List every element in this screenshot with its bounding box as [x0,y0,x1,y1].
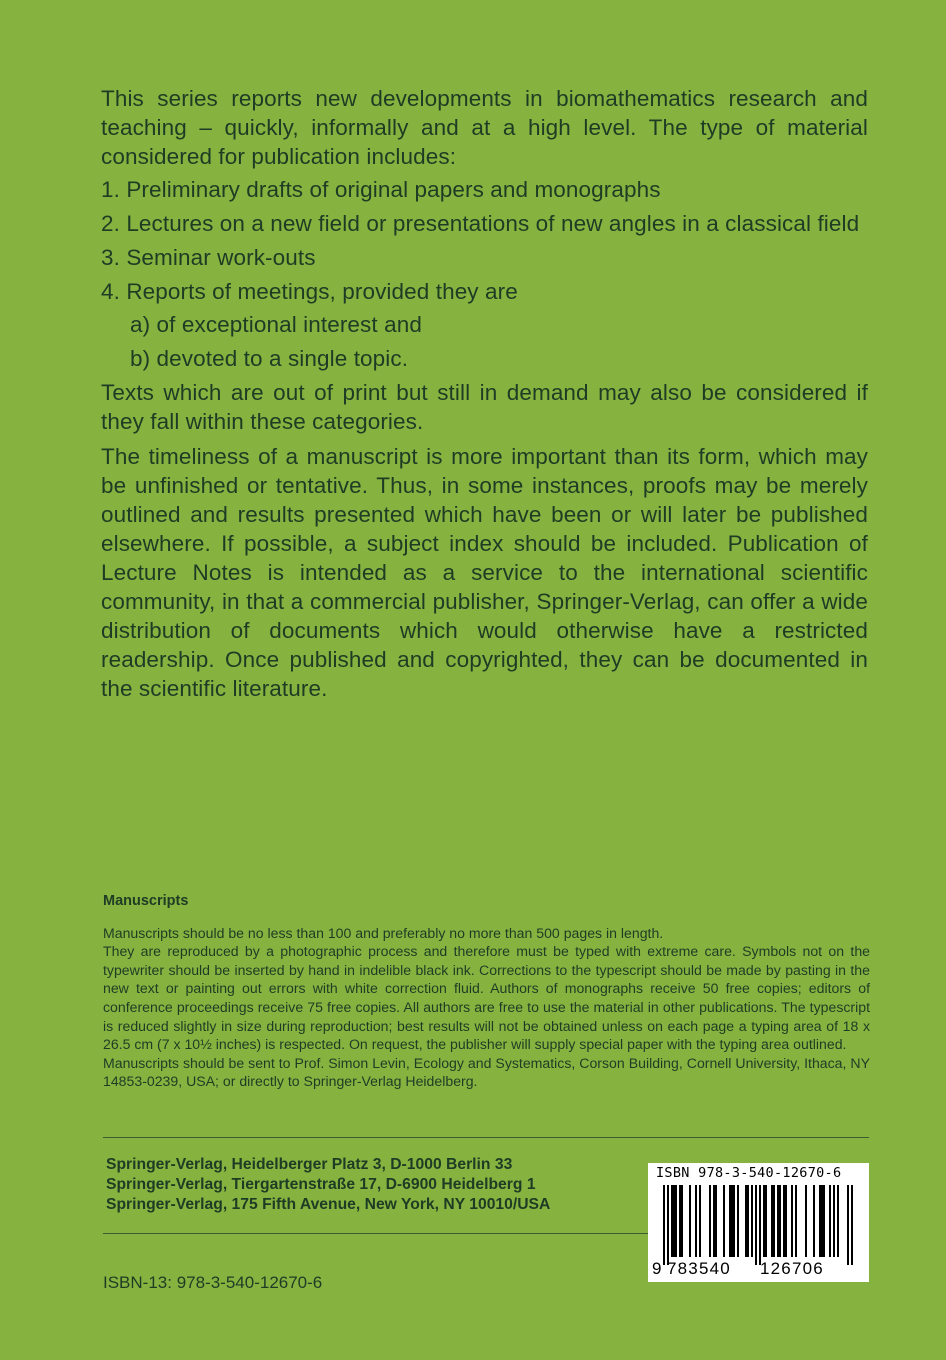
barcode-bar [777,1185,779,1257]
barcode-digits-right: 126706 [760,1259,824,1278]
barcode-bar [805,1185,807,1257]
manuscripts-send-to: Manuscripts should be sent to Prof. Simon Levin, Ecology and Systematics, Corson Building, Cornell University, Ithaca, NY 14853-0239, USA; or directly to Springer-Verlag Heidelberg. [103,1054,870,1090]
barcode-bar [813,1185,815,1257]
barcode-icon [659,1185,861,1265]
barcode-bar [695,1185,697,1257]
barcode-bar [791,1185,793,1257]
barcode-bar [763,1185,765,1257]
barcode-bar [737,1185,739,1257]
barcode-bar [709,1185,711,1257]
isbn-13: ISBN-13: 978-3-540-12670-6 [103,1273,323,1292]
barcode-bar [731,1185,733,1257]
barcode-panel [648,1163,869,1282]
list-item-meetings [101,277,868,373]
barcode-bar [729,1185,731,1257]
list-item: 3. Seminar work-outs [101,245,316,270]
barcode-bar [745,1185,747,1257]
barcode-digit-first: 9 [652,1259,663,1278]
series-description [101,84,868,703]
barcode-bar [751,1185,753,1257]
divider-top [103,1137,869,1138]
series-intro-paragraph: This series reports new developments in biomathematics research and teaching – quickly, informally and at a high level. The type of material considered for publication includes: [101,86,868,169]
barcode-bar [829,1185,831,1257]
barcode-bar [783,1185,785,1257]
barcode-bar [765,1185,767,1257]
barcode-bar [699,1185,701,1257]
manuscripts-heading: Manuscripts [103,893,189,909]
barcode-bar [795,1185,797,1257]
barcode-bar [673,1185,675,1257]
barcode-bar [715,1185,717,1257]
barcode-bar [733,1185,735,1257]
material-types-list [101,175,868,373]
barcode-bar [755,1185,757,1265]
barcode-bar [847,1185,849,1265]
barcode-bar [779,1185,781,1257]
barcode-bar [837,1185,839,1257]
barcode-bar [689,1185,691,1257]
barcode-bar [773,1185,775,1257]
barcode-bar [823,1185,825,1257]
out-of-print-paragraph: Texts which are out of print but still in demand may also be considered if they fall within these categories. [101,380,868,434]
barcode-digits-left: 783540 [667,1259,731,1278]
meeting-conditions-list [101,310,868,373]
barcode-bar [663,1185,665,1265]
address-berlin: Springer-Verlag, Heidelberger Platz 3, D-1000 Berlin 33 [106,1156,513,1173]
list-subitem: a) of exceptional interest and [130,312,422,337]
barcode-bar [819,1185,821,1257]
address-heidelberg: Springer-Verlag, Tiergartenstraße 17, D-6900 Heidelberg 1 [106,1176,536,1193]
manuscripts-reproduction: They are reproduced by a photographic process and therefore must be typed with extreme care. Symbols not on the typewriter should be inserted by hand in indelible black ink. Corrections to the typescript should be made by pasting in the new text or painting out errors with white correction fluid. Authors of monographs receive 50 free copies; editors of conference proceedings receive 75 free copies. All authors are free to use the material in other publications. The typescript is reduced slightly in size during reproduction; best results will not be obtained unless on each page a typing area of 18 x 26.5 cm (7 x 10½ inches) is respected. On request, the publisher will supply special paper with the typing area outlined. [103,943,870,1053]
list-subitem: b) devoted to a single topic. [130,346,409,371]
address-new-york: Springer-Verlag, 175 Fifth Avenue, New York, NY 10010/USA [106,1196,551,1213]
list-item: 1. Preliminary drafts of original papers and monographs [101,177,661,202]
manuscripts-section [103,892,870,1091]
barcode-bar [747,1185,749,1257]
barcode-bar [675,1185,677,1257]
barcode-bar [759,1185,761,1265]
barcode-bar [851,1185,853,1265]
publisher-addresses [106,1155,646,1215]
barcode-bar [723,1185,725,1257]
timeliness-paragraph: The timeliness of a manuscript is more important than its form, which may be unfinished or tentative. Thus, in some instances, proofs may be merely outlined and results presented which have been or will later be published elsewhere. If possible, a subject index should be included. Publication of Lecture Notes is intended as a service to the international scientific community, in that a commercial publisher, Springer-Verlag, can offer a wide distribution of documents which would otherwise have a restricted readership. Once published and copyrighted, they can be documented in the scientific literature. [101,444,868,701]
barcode-bar [679,1185,681,1257]
barcode-bar [671,1185,673,1257]
barcode-bar [771,1185,773,1257]
barcode-bar [681,1185,683,1257]
barcode-bar [667,1185,669,1265]
barcode-isbn-label: ISBN 978-3-540-12670-6 [656,1165,842,1181]
barcode-bar [713,1185,715,1257]
barcode-bar [785,1185,787,1257]
manuscripts-length: Manuscripts should be no less than 100 and preferably no more than 500 pages in length. [103,924,664,941]
barcode-bar [821,1185,823,1257]
list-item-label: 4. Reports of meetings, provided they are [101,279,518,304]
barcode-bar [833,1185,835,1257]
list-item: 2. Lectures on a new field or presentations of new angles in a classical field [101,211,860,236]
